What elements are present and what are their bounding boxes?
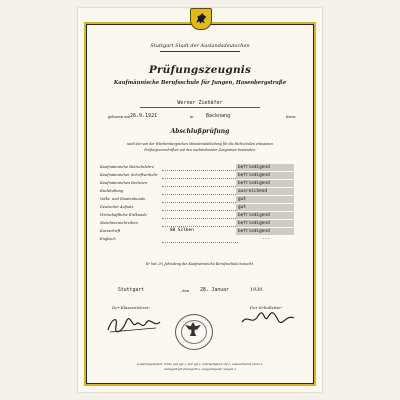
official-seal (175, 314, 213, 350)
subject-label: Englisch (100, 237, 116, 241)
grading-scale-line1: Leistungsstufen: Note gut (gt.), gut (gt.), befriedigend (bf.), ausreichend (ausr.), (137, 362, 263, 366)
name-underline (140, 107, 260, 108)
teacher-label: Der Klassenlehrer: (112, 305, 151, 310)
horse-icon (195, 13, 207, 24)
grade-row (100, 204, 300, 212)
date-prefix: , den (180, 289, 190, 293)
grade-row (100, 196, 300, 204)
grade-value: gut (236, 196, 294, 203)
certificate-title: Prüfungszeugnis (148, 64, 252, 76)
grade-row (100, 172, 300, 180)
exam-heading: Abschlußprüfung (170, 128, 230, 135)
subject-label: Kaufmännische Betriebslehre (100, 165, 155, 169)
certificate-sheet (78, 8, 322, 392)
subject-label: Deutscher Aufsatz (100, 205, 134, 209)
grade-row (100, 164, 300, 172)
student-name: Werner Ziehäfer (177, 100, 223, 106)
grade-value: gut (236, 204, 294, 211)
grade-value: ausreichend (236, 188, 294, 195)
subject-label: Kaufmännischer Schriftverkehr (100, 173, 158, 177)
grade-row (100, 212, 300, 220)
grade-value: befriedigend (236, 228, 294, 235)
stuttgart-crest-icon (190, 8, 212, 30)
issue-year: 1939. (250, 288, 264, 293)
grade-row (100, 220, 300, 228)
born-place: Backnang (206, 113, 231, 119)
grade-row (100, 236, 300, 244)
director-label: Der Schulleiter: (250, 305, 283, 310)
subject-label: Kurzschrift (100, 229, 121, 233)
shorthand-speed: 80 Silben (170, 228, 194, 233)
grade-value: befriedigend (236, 180, 294, 187)
issue-place: Stuttgart (118, 288, 144, 293)
grading-scale-line2: mangelhaft (mangelh.), ungenügend (ungen.) (164, 367, 236, 371)
grade-row (100, 228, 300, 236)
subject-label: Buchhaltung (100, 189, 124, 193)
director-signature (238, 308, 298, 330)
grade-row (100, 180, 300, 188)
subject-label: Volks- und Staatenkunde (100, 197, 146, 201)
exam-intro-line2: Prüfungsvorschriften mit den nachstehenden Zeugnissen bestanden: (144, 148, 256, 152)
header-divider (160, 51, 240, 52)
born-label: geboren am (108, 115, 130, 119)
school-name: Kaufmännische Berufsschule für Jungen, Hasenbergstraße (113, 80, 287, 86)
exam-intro-line1: nach den von der Württembergischen Ministerialabteilung für die Fachschulen erlassenen (126, 142, 274, 146)
subject-label: Kaufmännisches Rechnen (100, 181, 148, 185)
grades-table (100, 164, 300, 244)
grade-row (100, 188, 300, 196)
attendance-note: Er hat 2¼ Jahrelang die Kaufmännische Berufsschule besucht. (145, 262, 255, 266)
in-label: in (190, 115, 194, 119)
city-header: Stuttgart Stadt der Auslandsdeutschen (150, 43, 250, 49)
grade-value: befriedigend (236, 212, 294, 219)
grade-value: befriedigend (236, 220, 294, 227)
grade-value: befriedigend (236, 172, 294, 179)
subject-label: Wirtschaftliche Erdkunde (100, 213, 147, 217)
subject-label: Maschinenschreiben (100, 221, 138, 225)
grade-value: --- (262, 237, 270, 242)
district-label: Kreis (286, 115, 296, 119)
issue-date: 28. Januar (200, 288, 229, 293)
teacher-signature (104, 314, 164, 336)
born-date: 26.9.1921 (130, 113, 158, 119)
grade-value: befriedigend (236, 164, 294, 171)
